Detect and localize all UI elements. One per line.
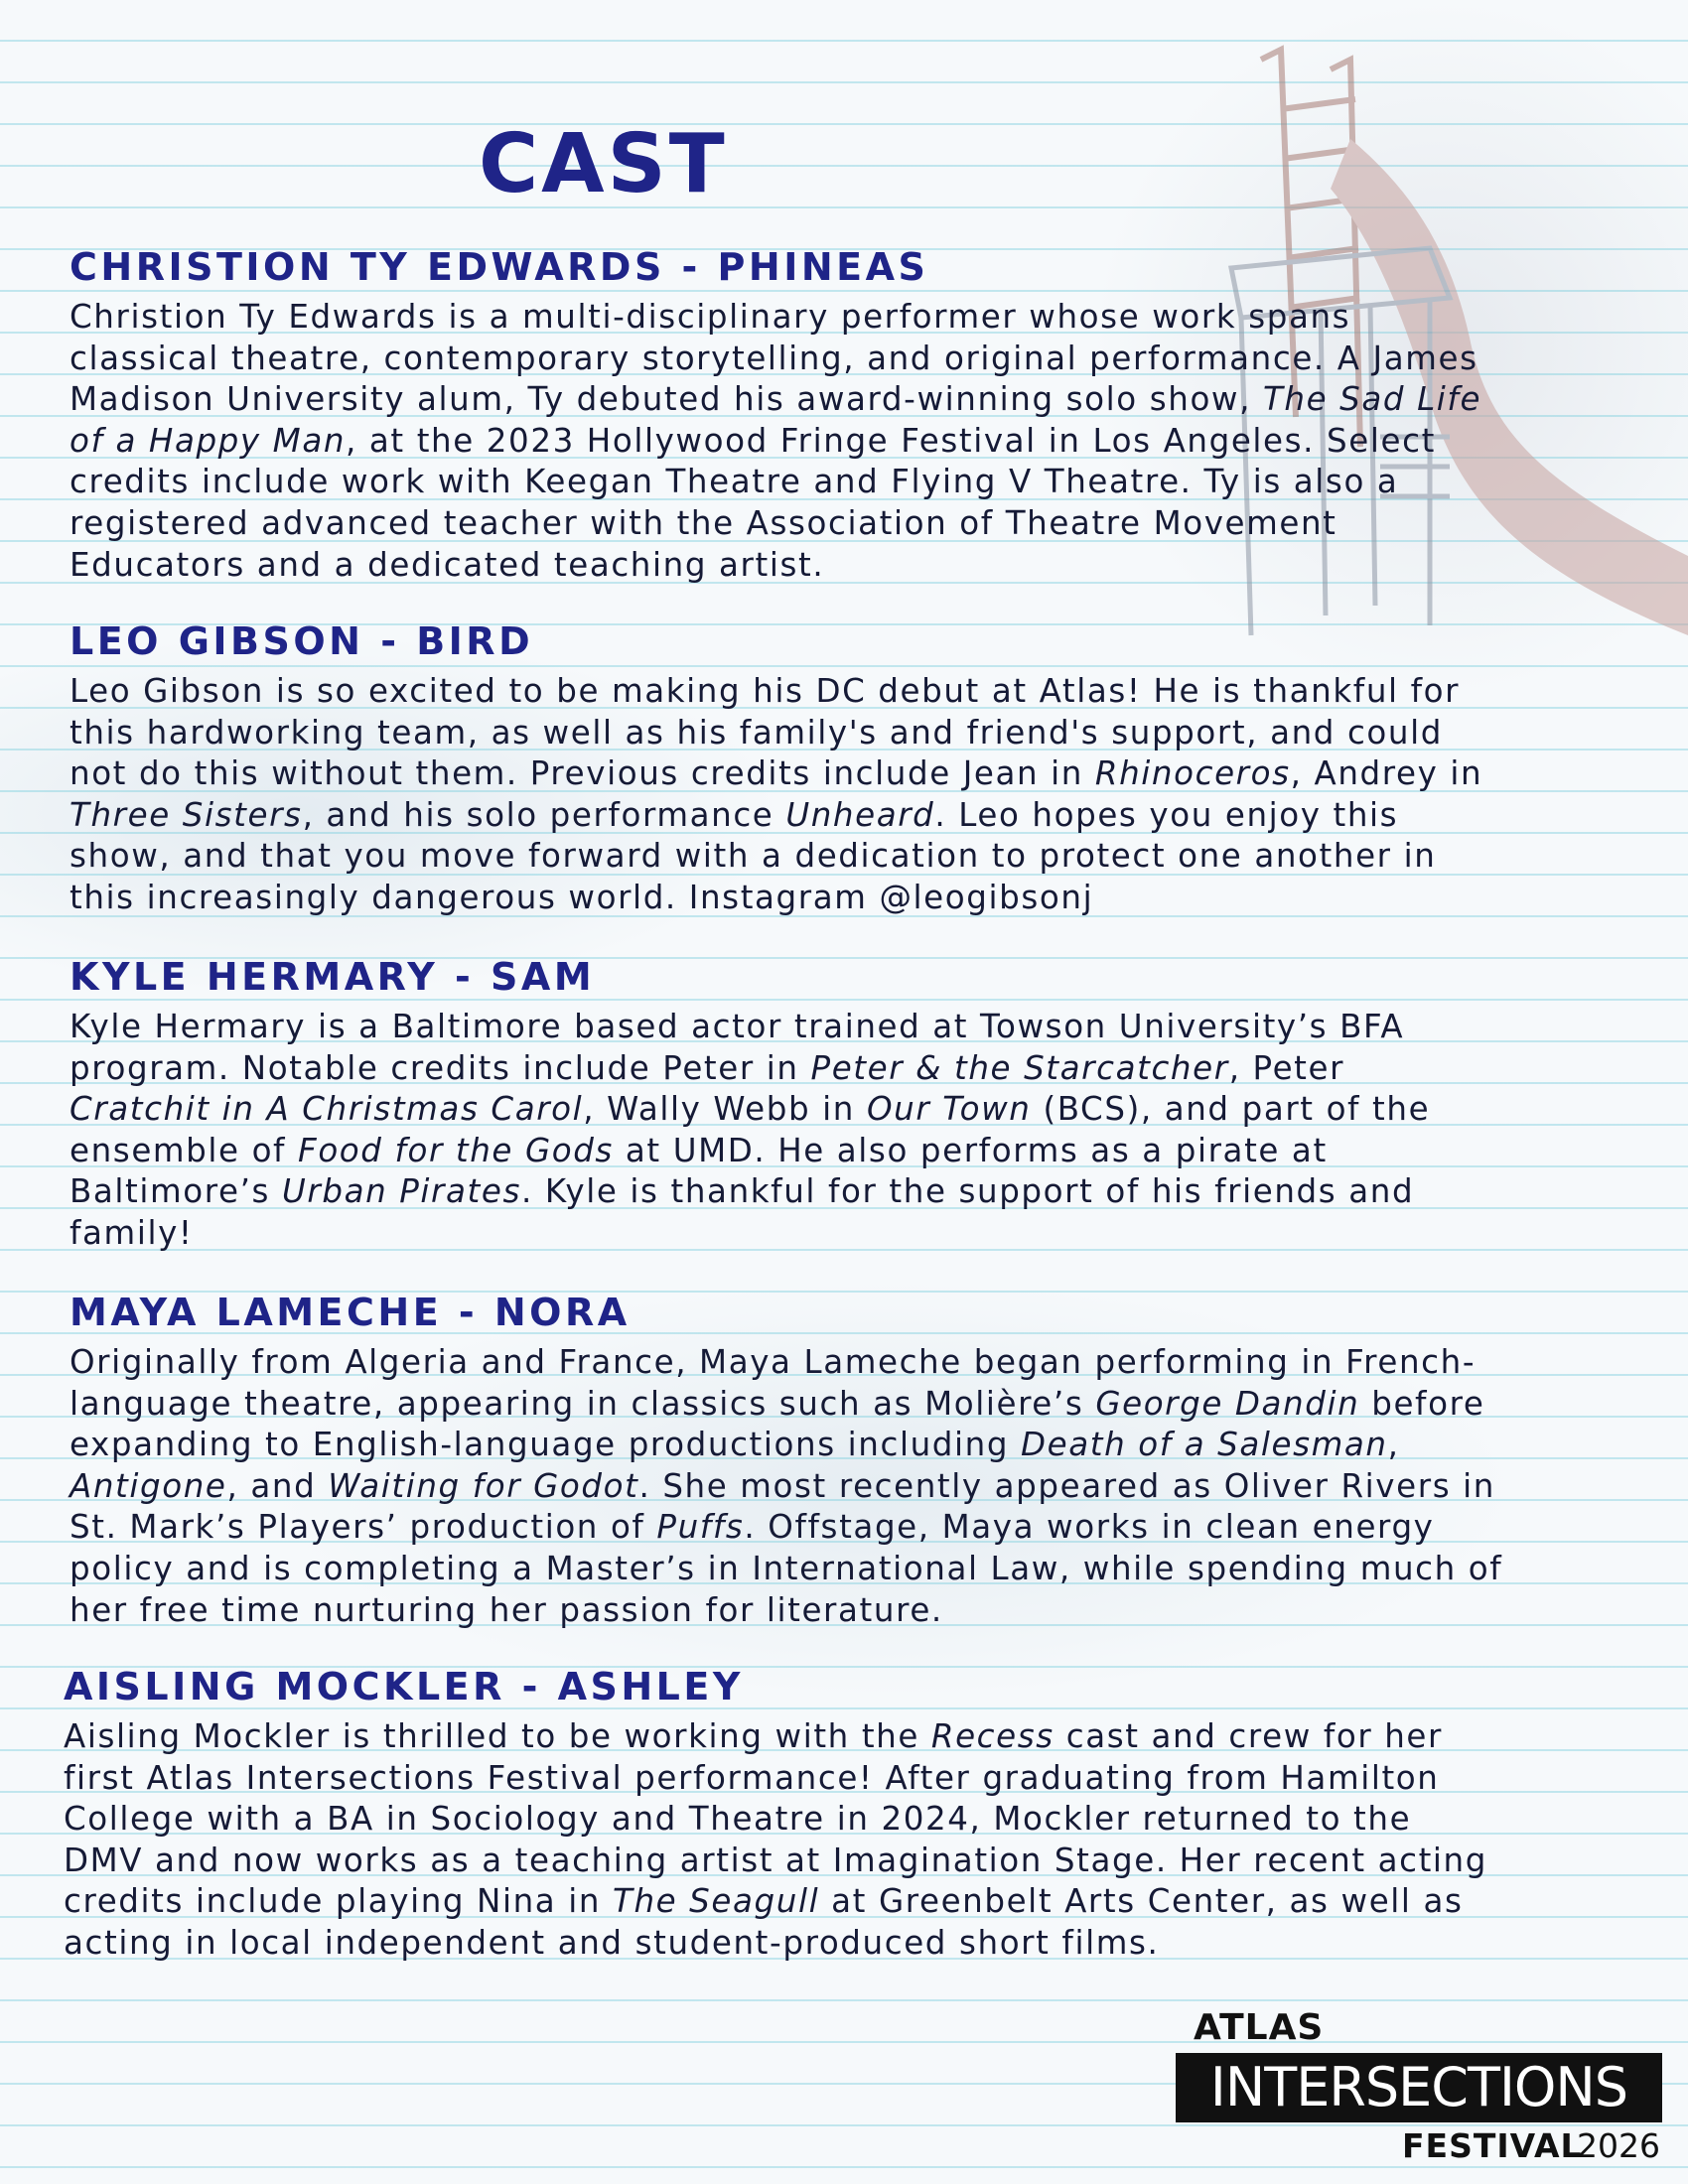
bio-text: . Leo hopes you enjoy this xyxy=(934,795,1399,834)
bio-italic-title: Antigone xyxy=(70,1466,227,1505)
bio-line xyxy=(70,1425,1638,1466)
bio-line xyxy=(70,1048,1638,1090)
cast-member-heading: KYLE HERMARY - SAM xyxy=(70,955,596,999)
bio-italic-title: Three Sisters xyxy=(70,795,303,834)
bio-text: not do this without them. Previous credits include Jean in xyxy=(70,754,1095,793)
logo-intersections-box xyxy=(1176,2053,1662,2122)
bio-italic-title: The Sad Life xyxy=(1262,380,1482,419)
bio-italic-title: of a Happy Man xyxy=(70,421,347,460)
logo-intersections-text: INTERSECTIONS xyxy=(1209,2056,1628,2118)
bio-line xyxy=(64,1923,1632,1965)
bio-line xyxy=(70,713,1638,754)
bio-italic-title: Waiting for Godot xyxy=(328,1466,639,1505)
bio-text: , Andrey in xyxy=(1290,754,1483,793)
bio-text: credits include work with Keegan Theatre and Flying V Theatre. Ty is also a xyxy=(70,463,1399,501)
bio-text: expanding to English-language productions including xyxy=(70,1426,1022,1464)
bio-line xyxy=(70,1466,1638,1508)
bio-text: , at the 2023 Hollywood Fringe Festival in Los Angeles. Select xyxy=(346,421,1436,460)
cast-member-heading: MAYA LAMECHE - NORA xyxy=(70,1291,631,1334)
bio-text: this hardworking team, as well as his family's and friend's support, and could xyxy=(70,713,1443,751)
bio-line xyxy=(70,339,1638,380)
bio-line xyxy=(64,1716,1632,1758)
bio-italic-title: Unheard xyxy=(785,795,935,834)
cast-member-maya-lameche xyxy=(70,1289,1638,1631)
bio-line xyxy=(64,1841,1632,1882)
bio-text: Educators and a dedicated teaching artist. xyxy=(70,545,825,584)
bio-line xyxy=(70,1131,1638,1172)
cast-member-heading: AISLING MOCKLER - ASHLEY xyxy=(64,1665,744,1708)
bio-text: . Kyle is thankful for the support of his friends and xyxy=(521,1172,1415,1211)
bio-line xyxy=(64,1881,1632,1923)
bio-line xyxy=(70,1384,1638,1426)
bio-text: , xyxy=(1387,1426,1400,1464)
bio-italic-title: The Seagull xyxy=(613,1882,820,1921)
bio-text: . She most recently appeared as Oliver Rivers in xyxy=(638,1466,1495,1505)
bio-line xyxy=(70,379,1638,421)
bio-text: , and xyxy=(226,1466,329,1505)
bio-text: before xyxy=(1359,1384,1485,1423)
bio-text: ensemble of xyxy=(70,1131,299,1169)
bio-text: at UMD. He also performs as a pirate at xyxy=(613,1131,1328,1169)
bio-line xyxy=(70,836,1638,878)
cast-member-aisling-mockler xyxy=(64,1663,1632,1965)
bio-line xyxy=(70,1007,1638,1048)
bio-text: registered advanced teacher with the Association of Theatre Movement xyxy=(70,503,1337,542)
bio-text: Baltimore’s xyxy=(70,1172,282,1211)
atlas-intersections-festival-logo xyxy=(1176,2007,1662,2166)
bio-line xyxy=(70,1342,1638,1384)
cast-member-bio xyxy=(70,1007,1638,1255)
cast-member-kyle-hermary xyxy=(70,953,1638,1255)
bio-text: Leo Gibson is so excited to be making his DC debut at Atlas! He is thankful for xyxy=(70,672,1461,710)
bio-text: this increasingly dangerous world. Instagram @leogibsonj xyxy=(70,878,1094,916)
bio-italic-title: Recess xyxy=(930,1717,1055,1755)
logo-atlas-text: ATLAS xyxy=(1194,2007,1325,2048)
bio-line xyxy=(70,795,1638,837)
bio-text: first Atlas Intersections Festival performance! After graduating from Hamilton xyxy=(64,1758,1440,1797)
bio-text: Aisling Mockler is thrilled to be working with the xyxy=(64,1717,931,1755)
bio-text: (BCS), and part of the xyxy=(1031,1090,1431,1129)
bio-line xyxy=(70,297,1638,339)
bio-text: her free time nurturing her passion for literature. xyxy=(70,1590,943,1629)
bio-text: . Offstage, Maya works in clean energy xyxy=(744,1508,1435,1547)
logo-year-text: 2026 xyxy=(1577,2126,1660,2165)
bio-text: cast and crew for her xyxy=(1054,1717,1443,1755)
bio-italic-title: Rhinoceros xyxy=(1094,754,1291,793)
bio-text: Christion Ty Edwards is a multi-disciplinary performer whose work spans xyxy=(70,298,1351,336)
bio-text: Madison University alum, Ty debuted his award-winning solo show, xyxy=(70,380,1263,419)
bio-italic-title: Our Town xyxy=(866,1090,1032,1129)
bio-line xyxy=(70,421,1638,463)
bio-text: Kyle Hermary is a Baltimore based actor trained at Towson University’s BFA xyxy=(70,1008,1405,1045)
bio-line xyxy=(64,1799,1632,1841)
bio-italic-title: Cratchit in A Christmas Carol xyxy=(70,1090,584,1129)
bio-line xyxy=(70,1549,1638,1590)
bio-italic-title: Urban Pirates xyxy=(282,1172,522,1211)
bio-line xyxy=(70,878,1638,919)
bio-line xyxy=(70,1213,1638,1255)
cast-member-bio xyxy=(64,1716,1632,1965)
bio-text: family! xyxy=(70,1213,194,1252)
cast-member-bio xyxy=(70,297,1638,586)
bio-italic-title: Puffs xyxy=(656,1508,745,1547)
bio-text: at Greenbelt Arts Center, as well as xyxy=(819,1882,1464,1921)
bio-text: credits include playing Nina in xyxy=(64,1882,613,1921)
bio-text: St. Mark’s Players’ production of xyxy=(70,1508,657,1547)
bio-text: , Peter xyxy=(1228,1048,1345,1087)
bio-line xyxy=(70,462,1638,503)
cast-member-heading: CHRISTION TY EDWARDS - PHINEAS xyxy=(70,245,929,289)
bio-text: College with a BA in Sociology and Theatre in 2024, Mockler returned to the xyxy=(64,1800,1412,1839)
cast-member-heading: LEO GIBSON - BIRD xyxy=(70,619,534,663)
bio-line xyxy=(70,1590,1638,1632)
cast-member-bio xyxy=(70,1342,1638,1631)
bio-italic-title: Food for the Gods xyxy=(298,1131,614,1169)
page-title: CAST xyxy=(479,117,728,211)
cast-member-christion-ty-edwards xyxy=(70,243,1638,586)
bio-line xyxy=(64,1758,1632,1800)
bio-line xyxy=(70,1089,1638,1131)
bio-line xyxy=(70,545,1638,587)
bio-text: show, and that you move forward with a dedication to protect one another in xyxy=(70,837,1437,876)
bio-text: acting in local independent and student-produced short films. xyxy=(64,1923,1160,1962)
bio-text: program. Notable credits include Peter in xyxy=(70,1048,811,1087)
logo-festival-text: FESTIVAL xyxy=(1402,2126,1583,2165)
bio-italic-title: Death of a Salesman xyxy=(1021,1426,1388,1464)
bio-italic-title: Peter & the Starcatcher xyxy=(810,1048,1229,1087)
bio-line xyxy=(70,503,1638,545)
bio-text: policy and is completing a Master’s in International Law, while spending much of xyxy=(70,1549,1503,1587)
bio-text: , and his solo performance xyxy=(302,795,786,834)
bio-text: Originally from Algeria and France, Maya Lameche began performing in French- xyxy=(70,1343,1477,1381)
bio-line xyxy=(70,1507,1638,1549)
bio-line xyxy=(70,671,1638,713)
cast-member-leo-gibson xyxy=(70,617,1638,919)
bio-text: classical theatre, contemporary storytelling, and original performance. A James xyxy=(70,339,1478,377)
bio-text: , Wally Webb in xyxy=(583,1090,867,1129)
cast-member-bio xyxy=(70,671,1638,919)
bio-line xyxy=(70,753,1638,795)
bio-line xyxy=(70,1171,1638,1213)
bio-text: DMV and now works as a teaching artist at Imagination Stage. Her recent acting xyxy=(64,1841,1487,1879)
bio-italic-title: George Dandin xyxy=(1095,1384,1360,1423)
bio-text: language theatre, appearing in classics such as Molière’s xyxy=(70,1384,1096,1423)
